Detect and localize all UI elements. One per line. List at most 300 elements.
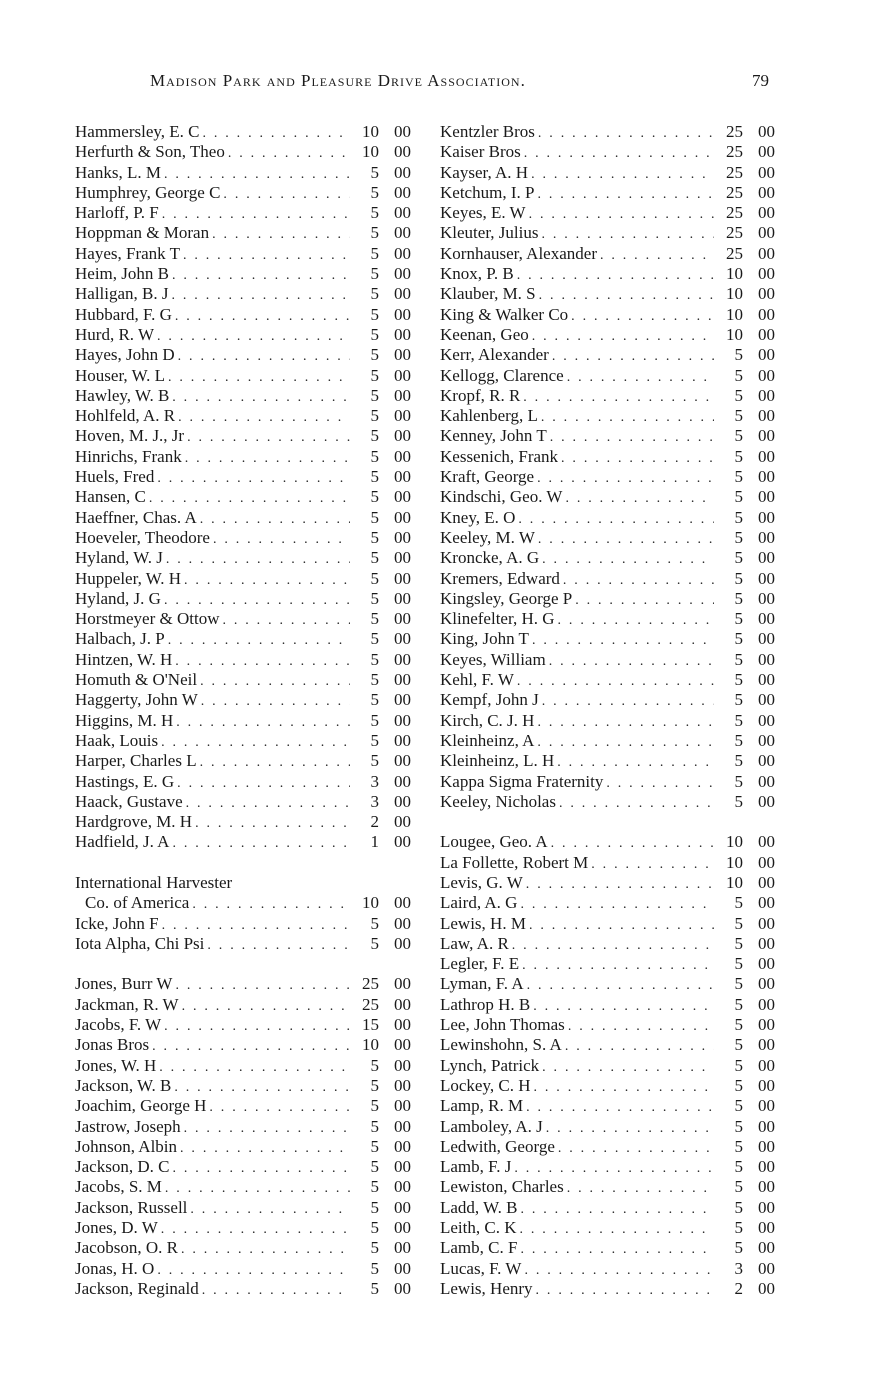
dot-leader <box>552 347 714 367</box>
dot-leader <box>172 834 350 854</box>
amount-dollars: 25 <box>726 162 743 182</box>
subscriber-row <box>75 1056 411 1076</box>
subscriber-row <box>75 1259 411 1279</box>
amount-dollars: 5 <box>734 568 743 588</box>
subscriber-row <box>440 873 775 893</box>
subscriber-row <box>75 792 411 812</box>
subscriber-name: Lougee, Geo. A <box>440 832 548 852</box>
subscriber-row <box>75 1076 411 1096</box>
amount-cents: 00 <box>758 426 775 446</box>
amount-cents: 00 <box>758 1258 775 1278</box>
dot-leader <box>526 1098 714 1118</box>
dot-leader <box>172 286 351 306</box>
amount-cents: 00 <box>758 1157 775 1177</box>
subscriber-row <box>440 751 775 771</box>
dot-leader <box>172 266 350 286</box>
amount-cents: 00 <box>758 1278 775 1298</box>
dot-leader <box>557 753 714 773</box>
amount-cents: 00 <box>758 365 775 385</box>
subscriber-row <box>440 406 775 426</box>
amount-cents: 00 <box>758 487 775 507</box>
dot-leader <box>537 185 714 205</box>
dot-leader <box>532 631 714 651</box>
amount-cents: 00 <box>758 670 775 690</box>
amount-dollars: 5 <box>370 324 379 344</box>
amount-cents: 00 <box>394 365 411 385</box>
subscriber-name: Lewis, H. M <box>440 913 526 933</box>
dot-leader <box>201 692 350 712</box>
amount-cents: 00 <box>758 690 775 710</box>
dot-leader <box>209 1098 350 1118</box>
subscriber-row <box>75 1157 411 1177</box>
subscriber-row <box>440 528 775 548</box>
amount-dollars: 5 <box>370 406 379 426</box>
dot-leader <box>558 1139 714 1159</box>
amount-dollars: 5 <box>370 548 379 568</box>
dot-leader <box>522 956 714 976</box>
subscriber-row <box>75 528 411 548</box>
dot-leader <box>559 794 714 814</box>
subscriber-name: Halligan, B. J <box>75 284 169 304</box>
amount-dollars: 5 <box>734 1096 743 1116</box>
amount-dollars: 5 <box>734 1177 743 1197</box>
subscriber-name: Lamboley, A. J <box>440 1116 543 1136</box>
subscriber-name: Lewinshohn, S. A <box>440 1035 562 1055</box>
dot-leader <box>161 1220 350 1240</box>
subscriber-name: Hayes, John D <box>75 345 175 365</box>
amount-cents: 00 <box>758 467 775 487</box>
subscriber-row <box>440 467 775 487</box>
dot-leader <box>175 307 350 327</box>
subscriber-row <box>75 812 411 832</box>
amount-dollars: 5 <box>734 1238 743 1258</box>
amount-dollars: 10 <box>726 832 743 852</box>
amount-dollars: 5 <box>370 670 379 690</box>
amount-dollars: 5 <box>370 385 379 405</box>
subscriber-row <box>440 244 775 264</box>
subscriber-row <box>75 832 411 852</box>
subscriber-name: Klauber, M. S <box>440 284 536 304</box>
dot-leader <box>532 327 714 347</box>
amount-dollars: 5 <box>370 527 379 547</box>
amount-cents: 00 <box>758 933 775 953</box>
subscriber-row <box>440 995 775 1015</box>
dot-leader <box>178 408 350 428</box>
amount-cents: 00 <box>758 385 775 405</box>
subscriber-name: Kornhauser, Alexander <box>440 243 597 263</box>
amount-cents: 00 <box>394 893 411 913</box>
dot-leader <box>567 1179 714 1199</box>
amount-dollars: 5 <box>734 548 743 568</box>
amount-dollars: 2 <box>734 1278 743 1298</box>
subscriber-row <box>440 1056 775 1076</box>
subscriber-row <box>75 670 411 690</box>
subscriber-name: Lockey, C. H <box>440 1075 531 1095</box>
amount-dollars: 5 <box>370 1238 379 1258</box>
dot-leader <box>164 591 350 611</box>
dot-leader <box>149 489 350 509</box>
subscriber-name: Haak, Louis <box>75 730 159 750</box>
dot-leader <box>541 225 714 245</box>
amount-dollars: 5 <box>734 710 743 730</box>
subscriber-name: Co. of America <box>85 893 190 913</box>
subscriber-row <box>75 1117 411 1137</box>
dot-leader <box>575 591 714 611</box>
subscriber-row <box>440 142 775 162</box>
dot-leader <box>162 205 350 225</box>
dot-leader <box>529 205 714 225</box>
subscriber-name: Keenan, Geo <box>440 324 529 344</box>
subscriber-row <box>75 1279 411 1299</box>
amount-cents: 00 <box>394 406 411 426</box>
amount-dollars: 5 <box>734 1015 743 1035</box>
amount-dollars: 5 <box>734 1055 743 1075</box>
amount-cents: 00 <box>758 872 775 892</box>
subscriber-row <box>75 569 411 589</box>
amount-dollars: 5 <box>370 730 379 750</box>
amount-cents: 00 <box>394 791 411 811</box>
amount-dollars: 25 <box>726 122 743 141</box>
subscriber-row <box>75 1015 411 1035</box>
amount-cents: 00 <box>758 1055 775 1075</box>
amount-dollars: 5 <box>734 649 743 669</box>
subscriber-row <box>75 467 411 487</box>
dot-leader <box>518 510 714 530</box>
subscriber-name: Kney, E. O <box>440 507 516 527</box>
subscriber-row <box>440 772 775 792</box>
amount-cents: 00 <box>394 730 411 750</box>
dot-leader <box>529 916 714 936</box>
group-l <box>440 832 775 1299</box>
subscriber-name: Lynch, Patrick <box>440 1055 540 1075</box>
amount-cents: 00 <box>394 1197 411 1217</box>
amount-dollars: 5 <box>734 670 743 690</box>
subscriber-name: Kirch, C. J. H <box>440 710 535 730</box>
amount-dollars: 5 <box>370 690 379 710</box>
dot-leader <box>517 266 714 286</box>
dot-leader <box>514 1159 714 1179</box>
subscriber-row <box>440 305 775 325</box>
amount-dollars: 5 <box>734 446 743 466</box>
amount-cents: 00 <box>394 812 411 832</box>
dot-leader <box>550 428 714 448</box>
subscriber-row <box>440 122 775 142</box>
subscriber-row <box>440 1157 775 1177</box>
subscriber-row <box>440 934 775 954</box>
subscriber-name: Lamb, C. F <box>440 1238 518 1258</box>
amount-cents: 00 <box>758 162 775 182</box>
subscriber-name: Jastrow, Joseph <box>75 1116 181 1136</box>
amount-cents: 00 <box>758 954 775 974</box>
dot-leader <box>186 794 350 814</box>
subscriber-row <box>440 954 775 974</box>
subscriber-name: Leith, C. K <box>440 1218 517 1238</box>
subscriber-name: Harloff, P. F <box>75 203 159 223</box>
amount-dollars: 5 <box>370 487 379 507</box>
amount-dollars: 5 <box>370 710 379 730</box>
amount-dollars: 2 <box>370 812 379 832</box>
subscriber-name: Kaiser Bros <box>440 142 521 162</box>
amount-cents: 00 <box>394 1136 411 1156</box>
subscriber-row <box>440 264 775 284</box>
subscriber-name: Kenney, John T <box>440 426 547 446</box>
amount-dollars: 10 <box>726 852 743 872</box>
amount-dollars: 5 <box>734 791 743 811</box>
dot-leader <box>600 246 714 266</box>
dot-leader <box>533 997 714 1017</box>
subscriber-row <box>440 609 775 629</box>
dot-leader <box>524 1261 714 1281</box>
amount-cents: 00 <box>758 1015 775 1035</box>
group-h <box>75 122 411 853</box>
amount-dollars: 5 <box>734 1218 743 1238</box>
left-column <box>75 122 411 1299</box>
amount-cents: 00 <box>394 142 411 162</box>
subscriber-name: Keeley, M. W <box>440 527 535 547</box>
amount-dollars: 10 <box>726 284 743 304</box>
subscriber-name: Hyland, J. G <box>75 588 161 608</box>
subscriber-row <box>440 325 775 345</box>
dot-leader <box>520 1220 715 1240</box>
amount-cents: 00 <box>394 568 411 588</box>
dot-leader <box>165 1179 350 1199</box>
subscriber-name: Jacobs, S. M <box>75 1177 162 1197</box>
subscriber-row <box>440 711 775 731</box>
amount-cents: 00 <box>394 1035 411 1055</box>
dot-leader <box>537 469 714 489</box>
subscriber-name: Huels, Fred <box>75 467 155 487</box>
amount-cents: 00 <box>758 507 775 527</box>
subscriber-name: Haggerty, John W <box>75 690 198 710</box>
subscriber-name: Hanks, L. M <box>75 162 161 182</box>
subscriber-name: Houser, W. L <box>75 365 165 385</box>
amount-cents: 00 <box>758 730 775 750</box>
amount-cents: 00 <box>758 1116 775 1136</box>
subscriber-name: Jackson, Russell <box>75 1197 188 1217</box>
amount-dollars: 5 <box>734 1075 743 1095</box>
dot-leader <box>520 1200 714 1220</box>
amount-dollars: 5 <box>370 1075 379 1095</box>
dot-leader <box>520 895 714 915</box>
amount-cents: 00 <box>394 345 411 365</box>
subscriber-name: Lewis, Henry <box>440 1278 533 1298</box>
group-spacer <box>75 954 411 974</box>
subscriber-row <box>75 122 411 142</box>
amount-dollars: 5 <box>370 467 379 487</box>
amount-cents: 00 <box>758 1197 775 1217</box>
wrapped-entry-first-line: International Harvester <box>75 872 233 892</box>
subscriber-name: Jones, W. H <box>75 1055 157 1075</box>
dot-leader <box>195 814 350 834</box>
subscriber-row <box>75 447 411 467</box>
subscriber-name: Keeley, Nicholas <box>440 791 556 811</box>
amount-dollars: 1 <box>370 832 379 852</box>
subscriber-name: Joachim, George H <box>75 1096 207 1116</box>
amount-cents: 00 <box>394 304 411 324</box>
subscriber-row <box>75 325 411 345</box>
amount-cents: 00 <box>394 487 411 507</box>
subscriber-name: Lee, John Thomas <box>440 1015 565 1035</box>
dot-leader <box>563 571 714 591</box>
subscriber-name: Kentzler Bros <box>440 122 535 141</box>
group-i <box>75 893 411 954</box>
dot-leader <box>200 753 350 773</box>
subscriber-name: Jackman, R. W <box>75 994 179 1014</box>
dot-leader <box>523 388 714 408</box>
dot-leader <box>567 368 714 388</box>
subscriber-name: Hyland, W. J <box>75 548 163 568</box>
subscriber-row <box>440 1076 775 1096</box>
amount-dollars: 5 <box>734 1197 743 1217</box>
subscriber-row <box>75 508 411 528</box>
subscriber-name: Kleuter, Julius <box>440 223 539 243</box>
amount-cents: 00 <box>394 507 411 527</box>
amount-dollars: 25 <box>362 974 379 994</box>
subscriber-row <box>440 1259 775 1279</box>
subscriber-name: Harper, Charles L <box>75 751 197 771</box>
amount-dollars: 10 <box>726 872 743 892</box>
amount-dollars: 5 <box>370 365 379 385</box>
amount-cents: 00 <box>758 142 775 162</box>
subscriber-row <box>440 203 775 223</box>
page-number: 79 <box>752 71 769 90</box>
dot-leader <box>184 571 350 591</box>
subscriber-name: Iota Alpha, Chi Psi <box>75 933 205 953</box>
amount-cents: 00 <box>394 1218 411 1238</box>
subscriber-name: Johnson, Albin <box>75 1136 178 1156</box>
dot-leader <box>565 1037 714 1057</box>
amount-cents: 00 <box>394 1015 411 1035</box>
subscriber-row <box>440 670 775 690</box>
subscriber-row <box>440 832 775 852</box>
amount-dollars: 5 <box>370 223 379 243</box>
subscriber-name: Ladd, W. B <box>440 1197 518 1217</box>
amount-dollars: 3 <box>370 791 379 811</box>
amount-cents: 00 <box>758 588 775 608</box>
subscriber-name: Jackson, Reginald <box>75 1278 199 1298</box>
group-spacer <box>75 853 411 873</box>
subscriber-row <box>75 203 411 223</box>
amount-dollars: 5 <box>734 507 743 527</box>
amount-cents: 00 <box>394 264 411 284</box>
amount-cents: 00 <box>394 690 411 710</box>
amount-dollars: 5 <box>370 162 379 182</box>
subscriber-row <box>440 1096 775 1116</box>
amount-dollars: 25 <box>362 994 379 1014</box>
subscriber-row <box>75 183 411 203</box>
subscriber-row <box>75 1238 411 1258</box>
dot-leader <box>591 855 714 875</box>
subscriber-name: Herfurth & Son, Theo <box>75 142 225 162</box>
subscriber-name: Kingsley, George P <box>440 588 573 608</box>
running-header: Madison Park and Pleasure Drive Association. <box>150 71 526 90</box>
amount-dollars: 5 <box>370 1278 379 1298</box>
amount-dollars: 5 <box>734 730 743 750</box>
dot-leader <box>520 1240 714 1260</box>
amount-cents: 00 <box>394 629 411 649</box>
subscriber-row <box>75 751 411 771</box>
subscriber-name: Kroncke, A. G <box>440 548 540 568</box>
amount-dollars: 5 <box>734 385 743 405</box>
dot-leader <box>192 895 350 915</box>
subscriber-name: Icke, John F <box>75 913 159 933</box>
subscriber-name: Kindschi, Geo. W <box>440 487 563 507</box>
subscriber-name: Jacobson, O. R <box>75 1238 178 1258</box>
subscriber-name: Horstmeyer & Ottow <box>75 609 220 629</box>
dot-leader <box>166 550 350 570</box>
amount-cents: 00 <box>758 182 775 202</box>
amount-dollars: 5 <box>734 893 743 913</box>
subscriber-row <box>75 731 411 751</box>
dot-leader <box>551 834 714 854</box>
subscriber-name: Heim, John B <box>75 264 169 284</box>
dot-leader <box>213 530 350 550</box>
subscriber-name: Kempf, John J <box>440 690 539 710</box>
dot-leader <box>159 1058 350 1078</box>
dot-leader <box>175 652 350 672</box>
dot-leader <box>185 449 350 469</box>
subscriber-name: Lewiston, Charles <box>440 1177 564 1197</box>
subscriber-name: Levis, G. W <box>440 872 523 892</box>
subscriber-row <box>75 366 411 386</box>
amount-cents: 00 <box>758 1096 775 1116</box>
subscriber-row <box>75 223 411 243</box>
subscriber-row <box>440 629 775 649</box>
subscriber-name: Hubbard, F. G <box>75 304 172 324</box>
subscriber-row <box>440 447 775 467</box>
amount-dollars: 15 <box>362 1015 379 1035</box>
amount-dollars: 5 <box>370 1197 379 1217</box>
amount-dollars: 5 <box>370 588 379 608</box>
dot-leader <box>162 916 350 936</box>
dot-leader <box>200 510 350 530</box>
amount-cents: 00 <box>758 629 775 649</box>
amount-cents: 00 <box>758 548 775 568</box>
amount-dollars: 5 <box>370 426 379 446</box>
subscriber-row <box>440 487 775 507</box>
subscriber-row <box>75 914 411 934</box>
dot-leader <box>174 1078 350 1098</box>
subscriber-row <box>440 548 775 568</box>
subscriber-row <box>440 366 775 386</box>
amount-dollars: 5 <box>370 264 379 284</box>
subscriber-row <box>75 589 411 609</box>
amount-cents: 00 <box>394 446 411 466</box>
amount-cents: 00 <box>758 446 775 466</box>
amount-dollars: 5 <box>734 467 743 487</box>
amount-cents: 00 <box>758 284 775 304</box>
amount-dollars: 5 <box>370 1258 379 1278</box>
dot-leader <box>537 713 714 733</box>
amount-cents: 00 <box>758 345 775 365</box>
subscriber-row <box>440 284 775 304</box>
subscriber-row <box>75 426 411 446</box>
amount-cents: 00 <box>394 1278 411 1298</box>
subscriber-name: Kayser, A. H <box>440 162 529 182</box>
subscriber-name: Kleinheinz, A <box>440 730 535 750</box>
subscriber-name: Lathrop H. B <box>440 994 531 1014</box>
amount-cents: 00 <box>758 527 775 547</box>
amount-dollars: 10 <box>726 324 743 344</box>
subscriber-row <box>440 1117 775 1137</box>
amount-cents: 00 <box>394 527 411 547</box>
subscriber-row <box>440 183 775 203</box>
subscriber-name: Keyes, William <box>440 649 546 669</box>
subscriber-row <box>75 1218 411 1238</box>
amount-cents: 00 <box>394 832 411 852</box>
subscriber-name: Hastings, E. G <box>75 771 175 791</box>
amount-cents: 00 <box>758 771 775 791</box>
